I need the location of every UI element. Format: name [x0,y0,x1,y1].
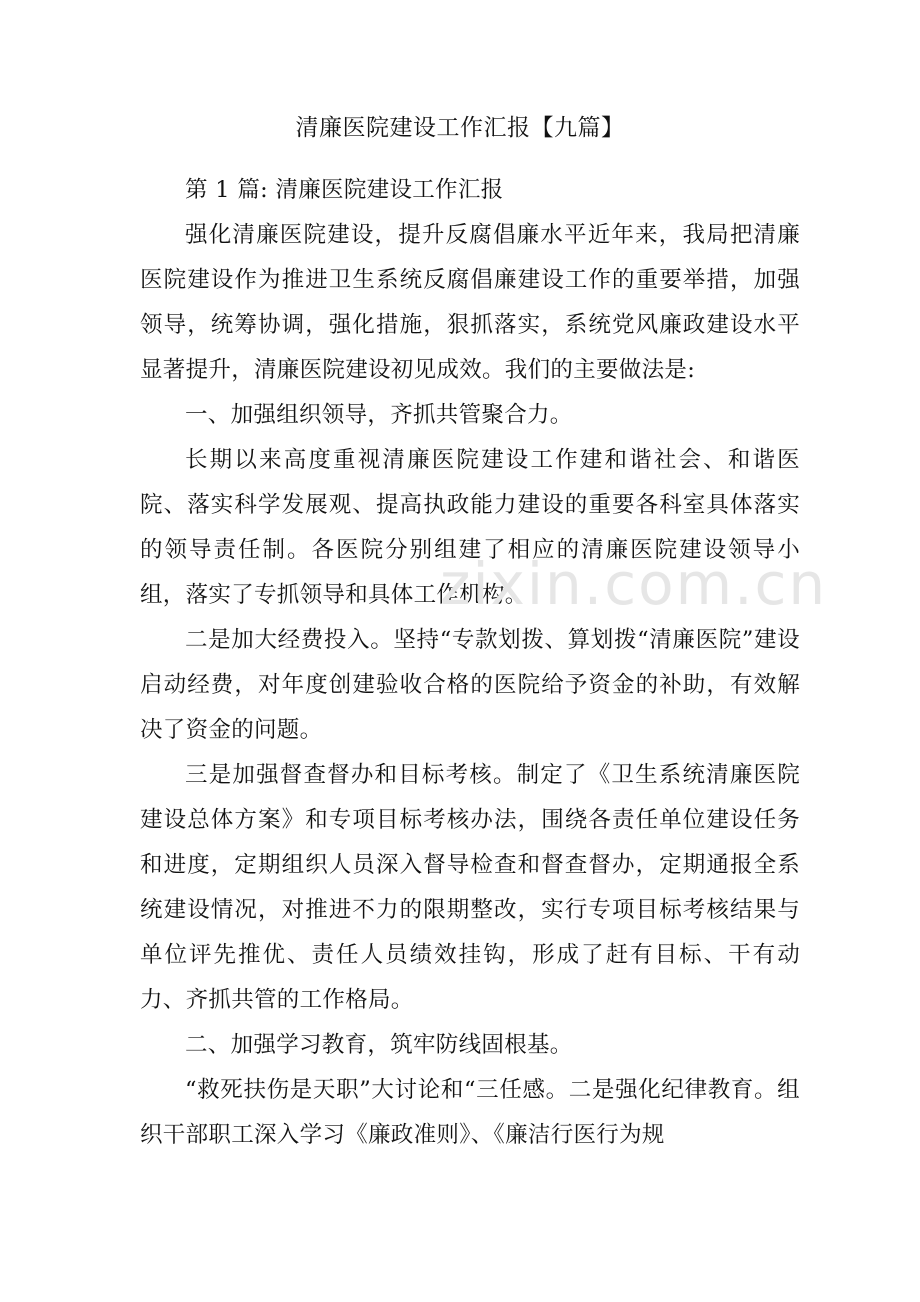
body-paragraph: 长期以来高度重视清廉医院建设工作建和谐社会、和谐医院、落实科学发展观、提高执政能力建设的重要各科室具体落实的领导责任制。各医院分别组建了相应的清廉医院建设领导小组，落实了专抓领导和具体工作机构。 [140,447,800,608]
body-paragraph: 强化清廉医院建设，提升反腐倡廉水平近年来，我局把清廉医院建设作为推进卫生系统反腐倡廉建设工作的重要举措，加强领导，统筹协调，强化措施，狠抓落实，系统党风廉政建设水平显著提升，清廉医院建设初见成效。我们的主要做法是: [140,222,800,383]
body-paragraph: “救死扶伤是天职”大讨论和“三任感。二是强化纪律教育。组织干部职工深入学习《廉政准则》、《廉洁行医行为规 [140,1077,800,1148]
document-title: 清廉医院建设工作汇报【九篇】 [295,115,625,141]
watermark-text: zixin.com.cn [440,550,828,618]
document-body [140,168,800,1158]
section-heading-chapter-1: 第 1 篇: 清廉医院建设工作汇报 [185,177,504,203]
body-paragraph: 三是加强督查督办和目标考核。制定了《卫生系统清廉医院建设总体方案》和专项目标考核办法，围绕各责任单位建设任务和进度，定期组织人员深入督导检查和督查督办，定期通报全系统建设情况，对推进不力的限期整改，实行专项目标考核结果与单位评先推优、责任人员绩效挂钩，形成了赶有目标、干有动力、齐抓共管的工作格局。 [140,762,800,1013]
body-paragraph: 二是加大经费投入。坚持“专款划拨、算划拨“清廉医院”建设启动经费，对年度创建验收合格的医院给予资金的补助，有效解决了资金的问题。 [140,627,800,743]
section-heading: 二、加强学习教育，筑牢防线固根基。 [185,1032,573,1058]
section-heading: 一、加强组织领导，齐抓共管聚合力。 [185,402,573,428]
